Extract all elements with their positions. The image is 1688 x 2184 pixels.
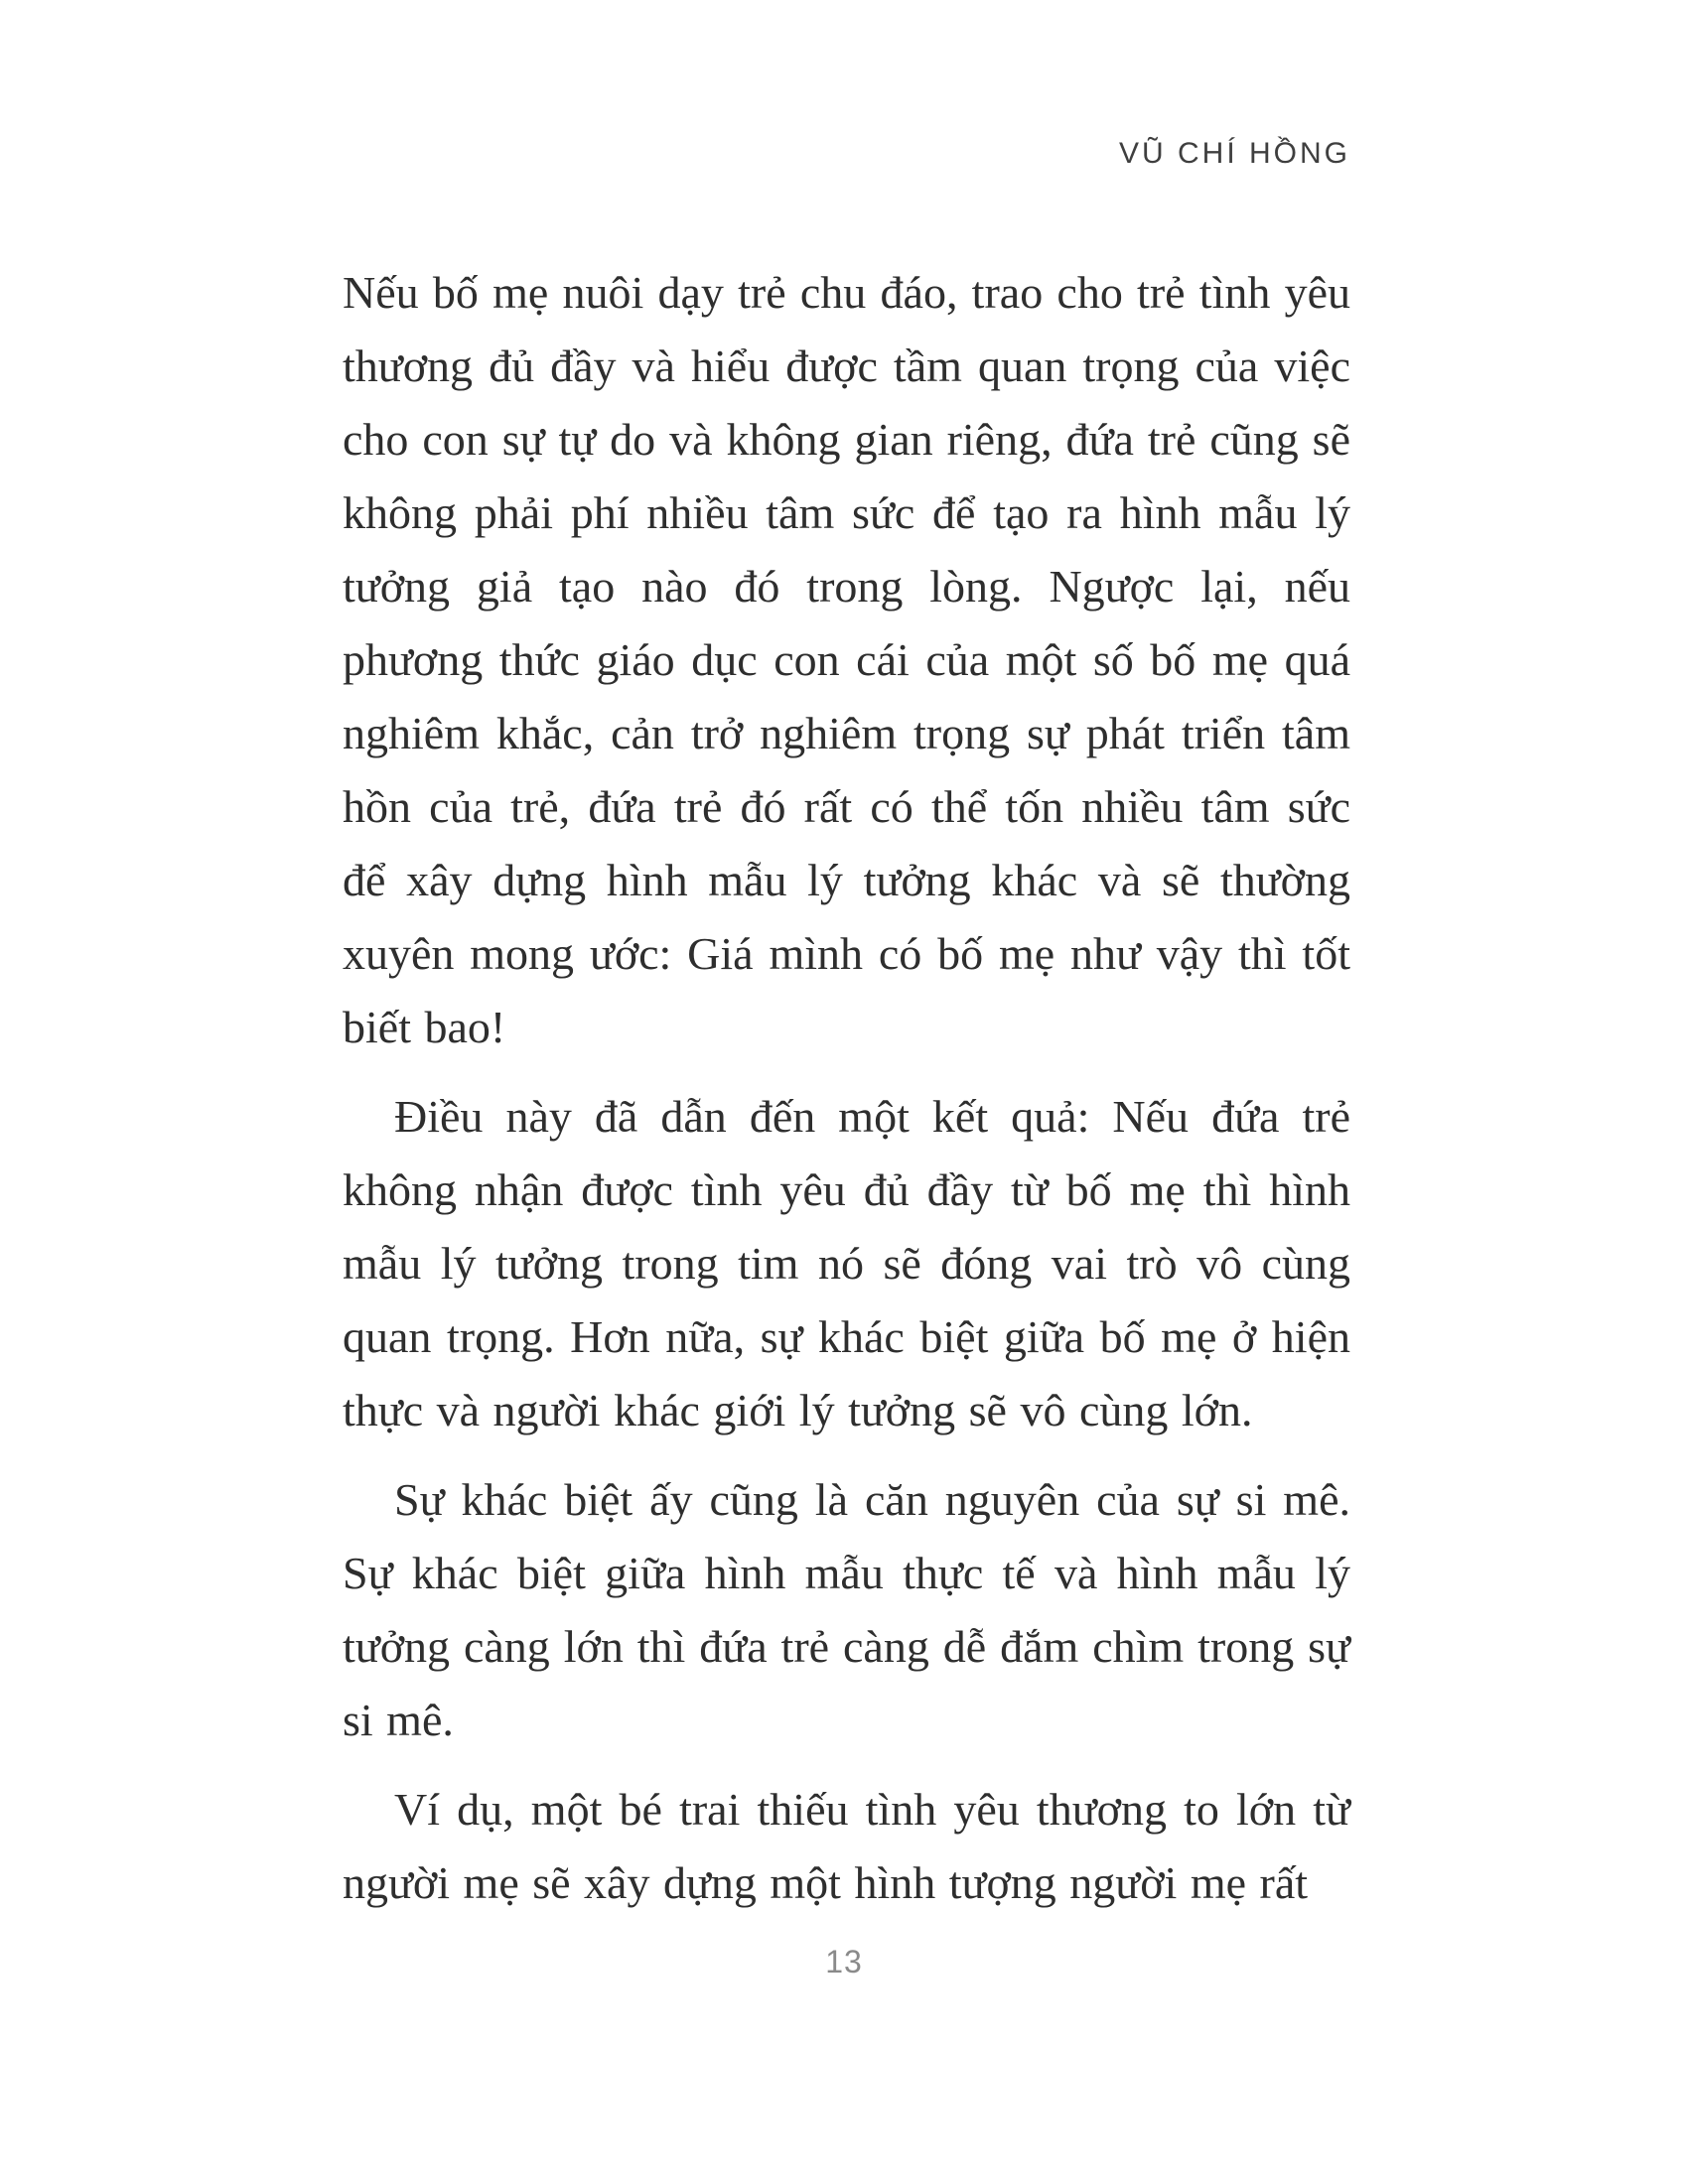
paragraph: Điều này đã dẫn đến một kết quả: Nếu đứa trẻ không nhận được tình yêu đủ đầy từ bố mẹ thì hình mẫu lý tưởng trong tim nó sẽ đóng vai trò vô cùng quan trọng. Hơn nữa, sự khác biệt giữa bố mẹ ở hiện thực và người khác giới lý tưởng sẽ vô cùng lớn. [343, 1091, 1350, 1435]
running-header: VŨ CHÍ HỒNG [1118, 137, 1350, 170]
paragraph: Nếu bố mẹ nuôi dạy trẻ chu đáo, trao cho trẻ tình yêu thương đủ đầy và hiểu được tầm quan trọng của việc cho con sự tự do và không gian riêng, đứa trẻ cũng sẽ không phải phí nhiều tâm sức để tạo ra hình mẫu lý tưởng giả tạo nào đó trong lòng. Ngược lại, nếu phương thức giáo dục con cái của một số bố mẹ quá nghiêm khắc, cản trở nghiêm trọng sự phát triển tâm hồn của trẻ, đứa trẻ đó rất có thể tốn nhiều tâm sức để xây dựng hình mẫu lý tưởng khác và sẽ thường xuyên mong ước: Giá mình có bố mẹ như vậy thì tốt biết bao! [343, 267, 1350, 1052]
paragraph: Sự khác biệt ấy cũng là căn nguyên của sự si mê. Sự khác biệt giữa hình mẫu thực tế và hình mẫu lý tưởng càng lớn thì đứa trẻ càng dễ đắm chìm trong sự si mê. [343, 1474, 1350, 1745]
paragraph: Ví dụ, một bé trai thiếu tình yêu thương to lớn từ người mẹ sẽ xây dựng một hình tượng người mẹ rất [343, 1784, 1350, 1908]
body-text [343, 256, 1350, 1936]
page-number: 13 [825, 1944, 863, 1979]
